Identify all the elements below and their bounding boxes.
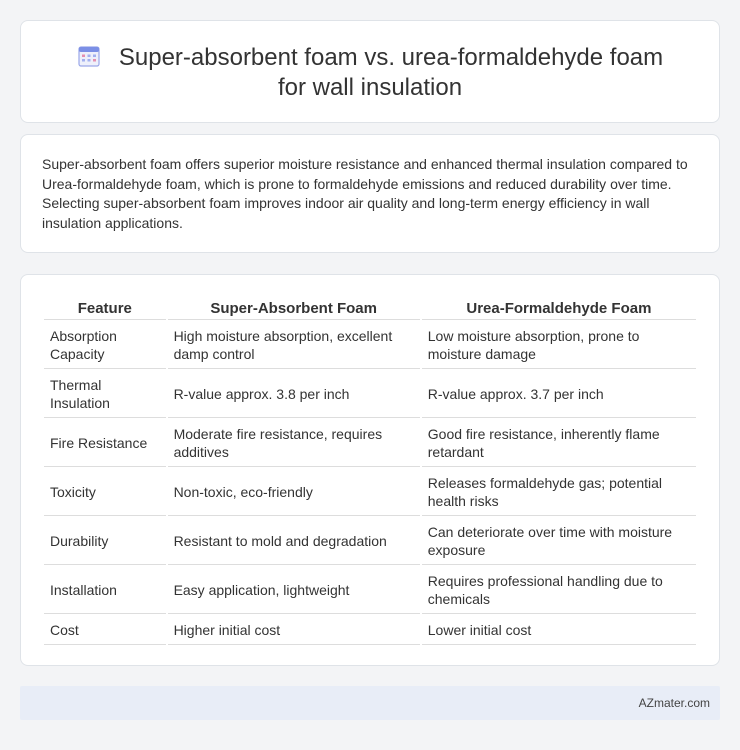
urea-formaldehyde-cell: Can deteriorate over time with moisture exposure [422, 517, 696, 565]
table-row [44, 468, 696, 516]
super-absorbent-cell: Non-toxic, eco-friendly [168, 468, 420, 516]
super-absorbent-cell: Higher initial cost [168, 615, 420, 645]
feature-cell: Absorption Capacity [44, 321, 166, 369]
super-absorbent-cell: Resistant to mold and degradation [168, 517, 420, 565]
footer-brand: AZmater.com [638, 696, 710, 710]
table-row [44, 419, 696, 467]
page-title: Super-absorbent foam vs. urea-formaldehyde foam for wall insulation [118, 44, 664, 101]
table-row [44, 370, 696, 418]
urea-formaldehyde-cell: Releases formaldehyde gas; potential health risks [422, 468, 696, 516]
feature-cell: Toxicity [44, 468, 166, 516]
feature-cell: Fire Resistance [44, 419, 166, 467]
super-absorbent-cell: High moisture absorption, excellent damp control [168, 321, 420, 369]
column-header-urea-formaldehyde: Urea-Formaldehyde Foam [422, 296, 696, 320]
table-row [44, 615, 696, 645]
page-title-wrap [21, 43, 719, 103]
super-absorbent-cell: Easy application, lightweight [168, 566, 420, 614]
column-header-super-absorbent: Super-Absorbent Foam [168, 296, 420, 320]
feature-cell: Cost [44, 615, 166, 645]
calendar-grid-icon [77, 44, 101, 68]
summary-text: Super-absorbent foam offers superior moisture resistance and enhanced thermal insulation compared to Urea-formaldehyde foam, which is prone to formaldehyde emissions and reduced durability over time. Selecting super-absorbent foam improves indoor air quality and long-term energy efficiency in wall insulation applications. [42, 156, 688, 231]
comparison-card [20, 274, 720, 666]
title-card [20, 20, 720, 123]
urea-formaldehyde-cell: Good fire resistance, inherently flame retardant [422, 419, 696, 467]
footer-bar [20, 686, 720, 720]
feature-cell: Installation [44, 566, 166, 614]
urea-formaldehyde-cell: Low moisture absorption, prone to moisture damage [422, 321, 696, 369]
feature-cell: Thermal Insulation [44, 370, 166, 418]
table-row [44, 517, 696, 565]
super-absorbent-cell: R-value approx. 3.8 per inch [168, 370, 420, 418]
urea-formaldehyde-cell: Requires professional handling due to chemicals [422, 566, 696, 614]
urea-formaldehyde-cell: R-value approx. 3.7 per inch [422, 370, 696, 418]
urea-formaldehyde-cell: Lower initial cost [422, 615, 696, 645]
feature-cell: Durability [44, 517, 166, 565]
table-row [44, 566, 696, 614]
super-absorbent-cell: Moderate fire resistance, requires additives [168, 419, 420, 467]
summary-card [20, 134, 720, 253]
table-header-row [44, 296, 696, 320]
comparison-table [42, 295, 698, 646]
table-row [44, 321, 696, 369]
column-header-feature: Feature [44, 296, 166, 320]
